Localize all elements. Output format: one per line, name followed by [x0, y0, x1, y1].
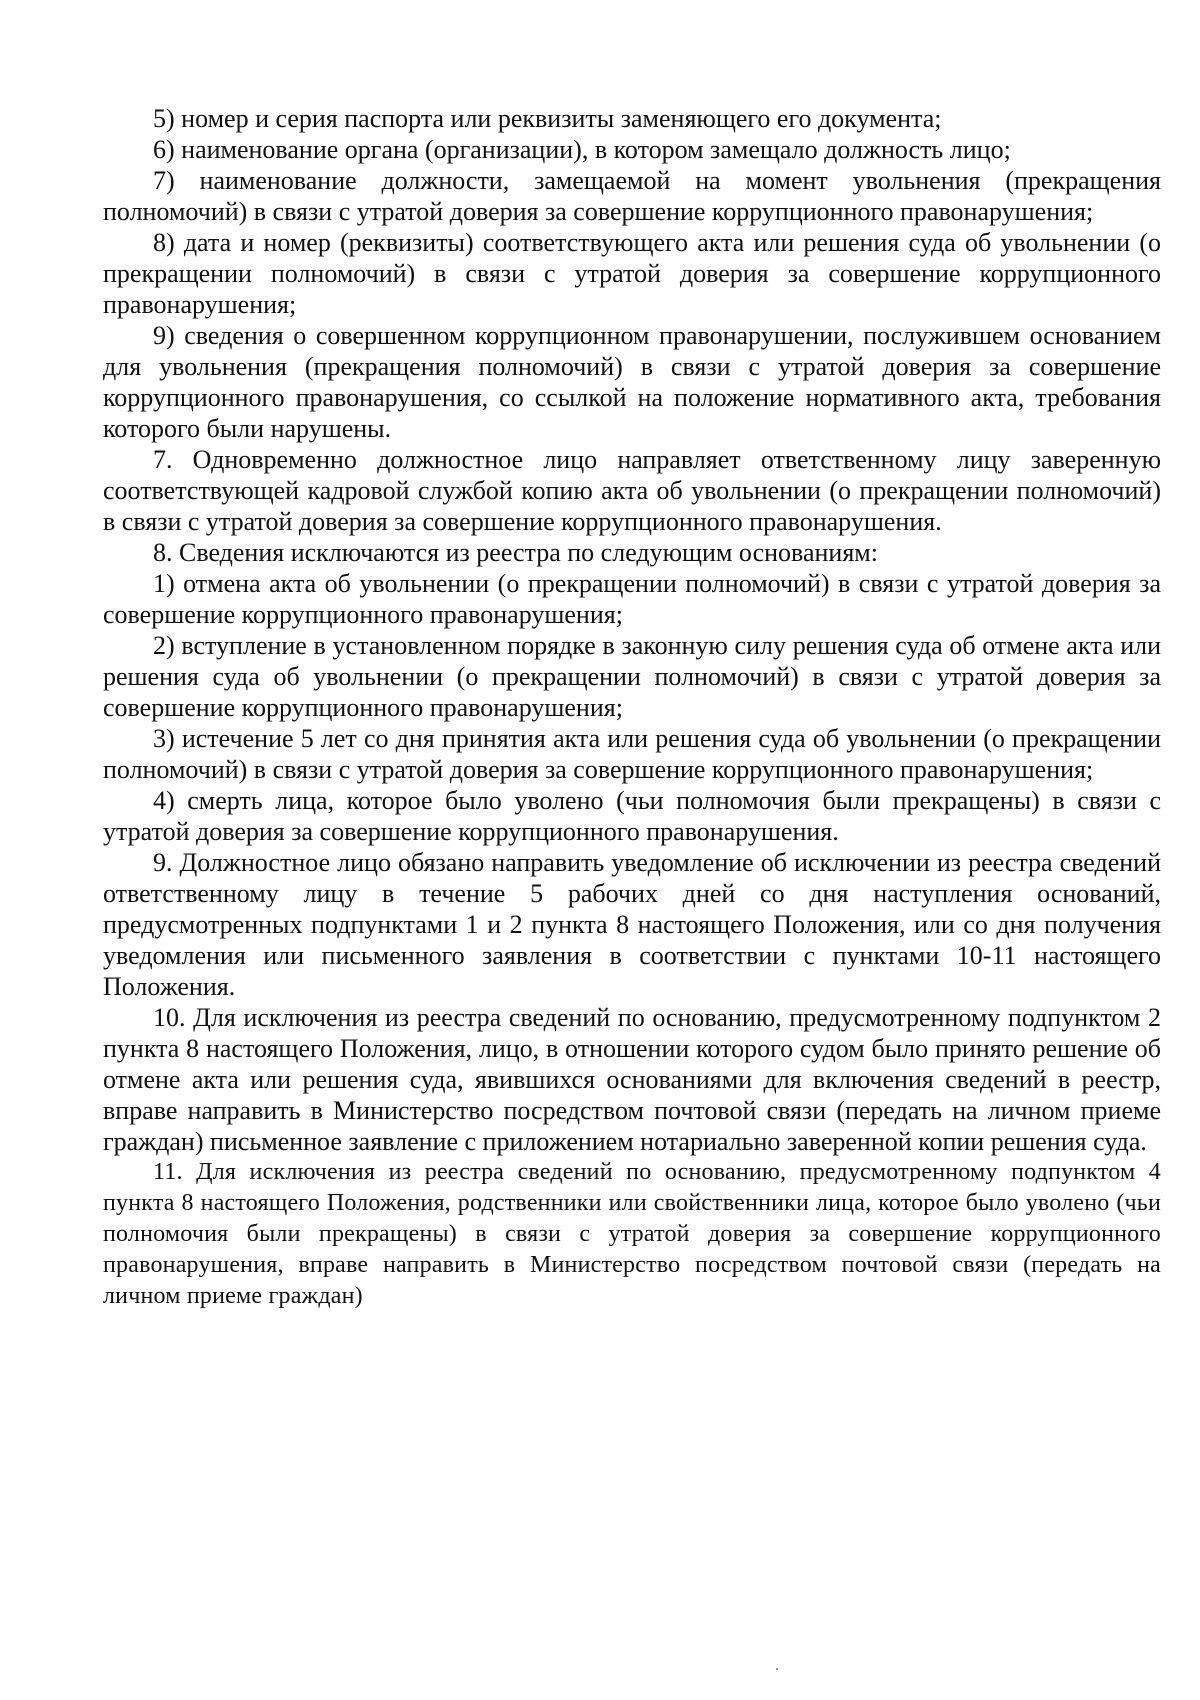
paragraph-item-7: 7. Одновременно должностное лицо направляет ответственному лицу заверенную соответствующей кадровой службой копию акта об увольнении (о прекращении полномочий) в связи с утратой доверия за совершение коррупционного правонарушения. — [103, 445, 1161, 536]
scan-speck — [776, 1668, 778, 1670]
paragraph-item-10: 10. Для исключения из реестра сведений по основанию, предусмотренному подпунктом 2 пункта 8 настоящего Положения, лицо, в отношении которого судом было принято решение об отмене акта или решения суда, явившихся основаниями для включения сведений в реестр, вправе направить в Министерство посредством почтовой связи (передать на личном приеме граждан) письменное заявление с приложением нотариально заверенной копии решения суда. — [103, 1003, 1161, 1156]
paragraph-offense-info: 9) сведения о совершенном коррупционном правонарушении, послужившем основанием для увольнения (прекращения полномочий) в связи с утратой доверия за совершение коррупционного правонарушения, со ссылкой на положение нормативного акта, требования которого были нарушены. — [103, 321, 1161, 443]
paragraph-organization: 6) наименование органа (организации), в котором замещало должность лицо; — [153, 135, 1011, 164]
paragraph-item-8-4: 4) смерть лица, которое было уволено (чьи полномочия были прекращены) в связи с утратой доверия за совершение коррупционного правонарушения. — [103, 786, 1161, 846]
paragraph-passport: 5) номер и серия паспорта или реквизиты заменяющего его документа; — [153, 104, 942, 133]
paragraph-act-date: 8) дата и номер (реквизиты) соответствующего акта или решения суда об увольнении (о прекращении полномочий) в связи с утратой доверия за совершение коррупционного правонарушения; — [103, 228, 1161, 319]
paragraph-item-9: 9. Должностное лицо обязано направить уведомление об исключении из реестра сведений ответственному лицу в течение 5 рабочих дней со дня наступления оснований, предусмотренных подпунктами 1 и 2 пункта 8 настоящего Положения, или со дня получения уведомления или письменного заявления в соответствии с пунктами 10-11 настоящего Положения. — [103, 848, 1161, 1001]
document-body — [103, 103, 1161, 1312]
paragraph-item-8-1: 1) отмена акта об увольнении (о прекращении полномочий) в связи с утратой доверия за совершение коррупционного правонарушения; — [103, 569, 1161, 629]
paragraph-item-8-3: 3) истечение 5 лет со дня принятия акта или решения суда об увольнении (о прекращении полномочий) в связи с утратой доверия за совершение коррупционного правонарушения; — [103, 724, 1161, 784]
paragraph-item-11: 11. Для исключения из реестра сведений по основанию, предусмотренному подпунктом 4 пункта 8 настоящего Положения, родственники или свойственники лица, которое было уволено (чьи полномочия были прекращены) в связи с утратой доверия за совершение коррупционного правонарушения, вправе направить в Министерство посредством почтовой связи (передать на личном приеме граждан) — [103, 1159, 1161, 1309]
paragraph-position: 7) наименование должности, замещаемой на момент увольнения (прекращения полномочий) в связи с утратой доверия за совершение коррупционного правонарушения; — [103, 166, 1161, 226]
paragraph-item-8-2: 2) вступление в установленном порядке в законную силу решения суда об отмене акта или решения суда об увольнении (о прекращении полномочий) в связи с утратой доверия за совершение коррупционного правонарушения; — [103, 631, 1161, 722]
paragraph-item-8: 8. Сведения исключаются из реестра по следующим основаниям: — [153, 538, 878, 567]
